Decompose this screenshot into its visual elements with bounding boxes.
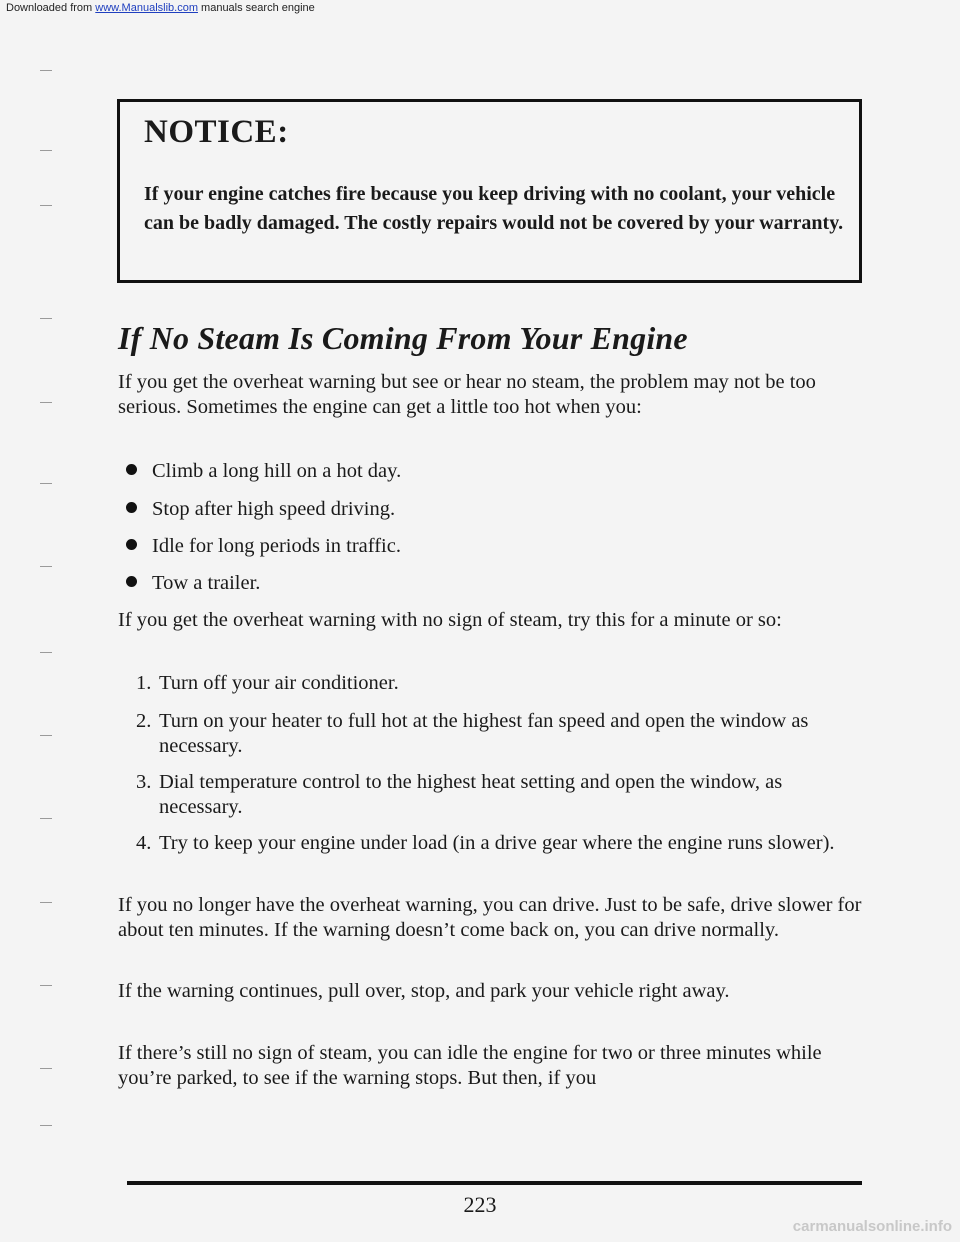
header-prefix: Downloaded from: [6, 2, 96, 14]
step-item: 3. Dial temperature control to the highest heat setting and open the window, as necessary.: [136, 771, 783, 818]
notice-body: If your engine catches fire because you keep driving with no coolant, your vehicle can be badly damaged. The costly repairs would not be covered by your warranty.: [144, 183, 844, 234]
header-suffix: manuals search engine: [197, 2, 315, 14]
bullet-item: Stop after high speed driving.: [126, 497, 395, 522]
paragraph-idle-engine: If there’s still no sign of steam, you can idle the engine for two or three minutes while you’re parked, to see if the warning stops. But then, if you: [118, 1042, 822, 1089]
footer-rule: [127, 1181, 862, 1185]
intro-paragraph: If you get the overheat warning but see or hear no steam, the problem may not be too serious. Sometimes the engine can get a little too hot when you:: [118, 371, 816, 418]
steps-intro-paragraph: If you get the overheat warning with no sign of steam, try this for a minute or so:: [118, 609, 782, 631]
paragraph-continue-driving: If you no longer have the overheat warning, you can drive. Just to be safe, drive slower for about ten minutes. If the warning doesn’t come back on, you can drive normally.: [118, 894, 862, 941]
bullet-item: Climb a long hill on a hot day.: [126, 459, 401, 484]
bullet-item: Tow a trailer.: [126, 571, 260, 596]
bullet-dot-icon: [126, 576, 137, 587]
notice-title: NOTICE:: [144, 114, 289, 150]
watermark-link[interactable]: carmanualsonline.info: [792, 1218, 952, 1235]
step-item: 1. Turn off your air conditioner.: [136, 672, 399, 694]
step-item: 2. Turn on your heater to full hot at the highest fan speed and open the window as necessary.: [136, 710, 809, 757]
bullet-item: Idle for long periods in traffic.: [126, 534, 401, 559]
page-number: 223: [463, 1192, 497, 1217]
manualslib-link[interactable]: www.Manualslib.com: [95, 2, 198, 14]
paragraph-pull-over: If the warning continues, pull over, stop, and park your vehicle right away.: [118, 980, 730, 1002]
bullet-dot-icon: [126, 502, 137, 513]
bullet-dot-icon: [126, 464, 137, 475]
notice-box: [117, 99, 862, 283]
scan-margin-marks: [0, 0, 70, 1242]
bullet-dot-icon: [126, 539, 137, 550]
step-item: 4. Try to keep your engine under load (in a drive gear where the engine runs slower).: [136, 832, 835, 854]
section-title: If No Steam Is Coming From Your Engine: [118, 320, 688, 356]
